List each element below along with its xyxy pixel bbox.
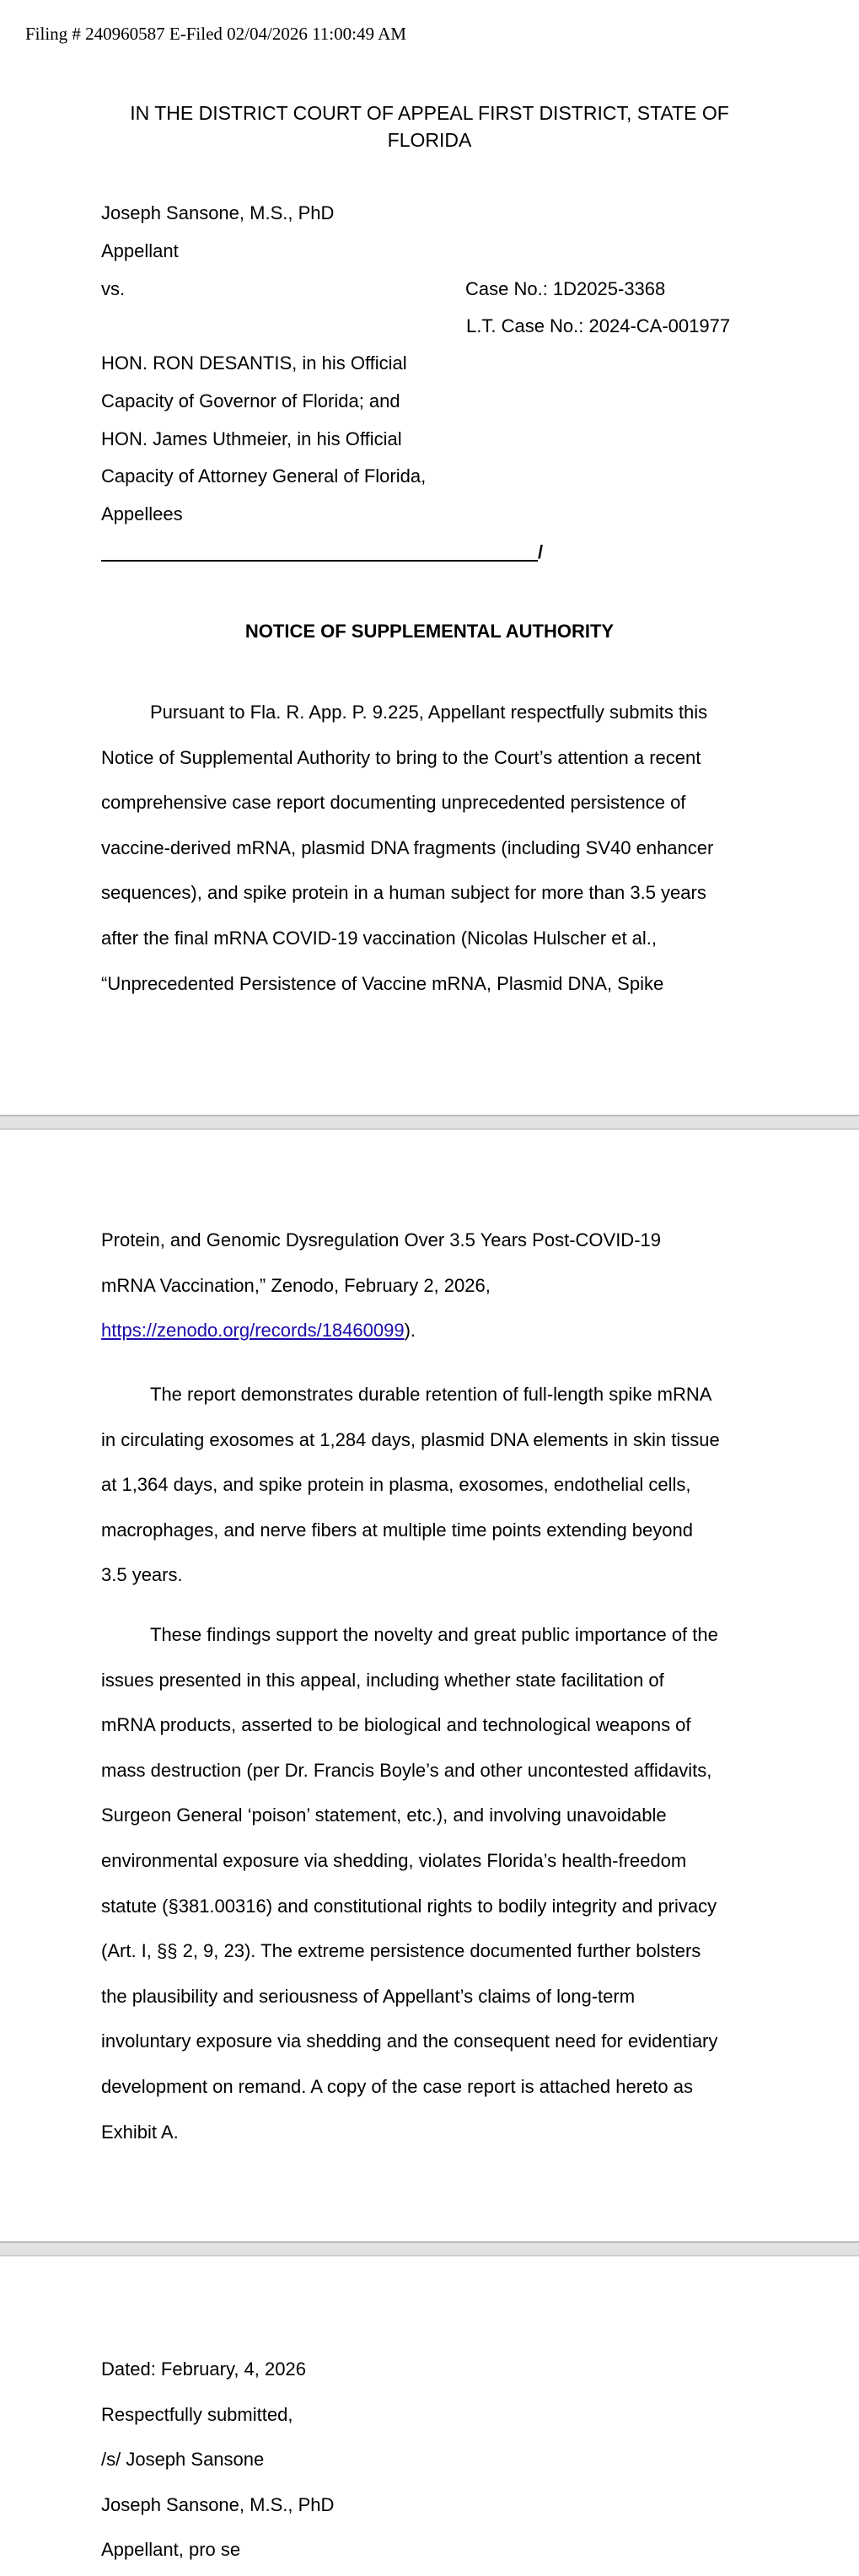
text-line: environmental exposure via shedding, violates Florida’s health-freedom [101, 1849, 687, 1871]
paragraph-1-continued [101, 1218, 767, 1353]
appellee-line: Capacity of Attorney General of Florida, [101, 465, 427, 487]
appellee-line: HON. RON DESANTIS, in his Official [101, 352, 407, 374]
text-line: mass destruction (per Dr. Francis Boyle’s and other uncontested affidavits, [101, 1759, 712, 1781]
versus: vs. [101, 278, 126, 299]
text-line: 3.5 years. [101, 1564, 183, 1586]
text-line: statute (§381.00316) and constitutional rights to bodily integrity and privacy [101, 1895, 717, 1917]
page-separator [0, 2241, 859, 2256]
text-line: Pursuant to Fla. R. App. P. 9.225, Appellant respectfully submits this [150, 702, 708, 723]
text-line: Notice of Supplemental Authority to bring to the Court’s attention a recent [101, 746, 701, 768]
signature-block [101, 2347, 767, 2573]
zenodo-link[interactable]: https://zenodo.org/records/18460099 [101, 1320, 405, 1342]
case-number: Case No.: 1D2025-3368 [465, 278, 666, 299]
text-line: mRNA products, asserted to be biological and technological weapons of [101, 1714, 691, 1736]
filing-stamp: Filing # 240960587 E-Filed 02/04/2026 11:00:49 AM [25, 24, 406, 44]
text-line: mRNA Vaccination,” Zenodo, February 2, 2026, [101, 1274, 491, 1296]
text-line: involuntary exposure via shedding and the consequent need for evidentiary [101, 2030, 718, 2052]
text-line: sequences), and spike protein in a human subject for more than 3.5 years [101, 882, 706, 904]
text-line: the plausibility and seriousness of Appellant’s claims of long-term [101, 1985, 636, 2007]
text-line: vaccine-derived mRNA, plasmid DNA fragments (including SV40 enhancer [101, 836, 714, 858]
appellant-role: Appellant [101, 240, 179, 261]
court-name: IN THE DISTRICT COURT OF APPEAL FIRST DISTRICT, STATE OF FLORIDA [130, 102, 729, 151]
text-line: Surgeon General ‘poison’ statement, etc.), and involving unavoidable [101, 1804, 667, 1826]
document-page-3 [0, 2256, 859, 2576]
text-line: macrophages, and nerve fibers at multiple time points extending beyond [101, 1519, 693, 1541]
closing-line: Respectfully submitted, [101, 2403, 293, 2425]
text-line: development on remand. A copy of the case report is attached hereto as [101, 2075, 693, 2097]
text-line: after the final mRNA COVID-19 vaccination (Nicolas Hulscher et al., [101, 927, 658, 949]
caption-slash: / [538, 541, 544, 562]
text-line: “Unprecedented Persistence of Vaccine mRNA, Plasmid DNA, Spike [101, 972, 664, 994]
page-separator [0, 1115, 859, 1130]
paragraph-3 [101, 1612, 767, 2154]
text-line: comprehensive case report documenting unprecedented persistence of [101, 792, 686, 814]
text-line: Exhibit A. [101, 2121, 179, 2143]
link-suffix: ). [404, 1320, 416, 1342]
electronic-signature: /s/ Joseph Sansone [101, 2449, 265, 2471]
text-line: (Art. I, §§ 2, 9, 23). The extreme persistence documented further bolsters [101, 1940, 701, 1962]
text-line: The report demonstrates durable retention of full-length spike mRNA [150, 1384, 712, 1405]
lower-tribunal-case-number: L.T. Case No.: 2024-CA-001977 [466, 315, 731, 336]
appellee-line: HON. James Uthmeier, in his Official [101, 428, 402, 449]
appellee-line: Capacity of Governor of Florida; and [101, 390, 400, 411]
appellee-line: Appellees [101, 503, 183, 524]
document-title: NOTICE OF SUPPLEMENTAL AUTHORITY [244, 621, 615, 642]
signer-name: Joseph Sansone, M.S., PhD [101, 2493, 335, 2515]
text-line: in circulating exosomes at 1,284 days, plasmid DNA elements in skin tissue [101, 1428, 720, 1450]
text-line: at 1,364 days, and spike protein in plasma, exosomes, endothelial cells, [101, 1474, 691, 1496]
caption-divider-line [101, 560, 538, 562]
text-line [101, 1308, 767, 1353]
document-page-2 [0, 1130, 859, 2241]
date-line: Dated: February, 4, 2026 [101, 2358, 306, 2380]
paragraph-2 [101, 1372, 767, 1598]
document-page-1 [0, 0, 859, 1115]
signer-role: Appellant, pro se [101, 2539, 241, 2561]
text-line: issues presented in this appeal, including whether state facilitation of [101, 1669, 664, 1691]
appellant-name: Joseph Sansone, M.S., PhD [101, 202, 335, 223]
paragraph-1 [101, 690, 767, 1006]
text-line: Protein, and Genomic Dysregulation Over 3.5 Years Post-COVID-19 [101, 1229, 661, 1250]
text-line: These findings support the novelty and great public importance of the [150, 1624, 718, 1645]
